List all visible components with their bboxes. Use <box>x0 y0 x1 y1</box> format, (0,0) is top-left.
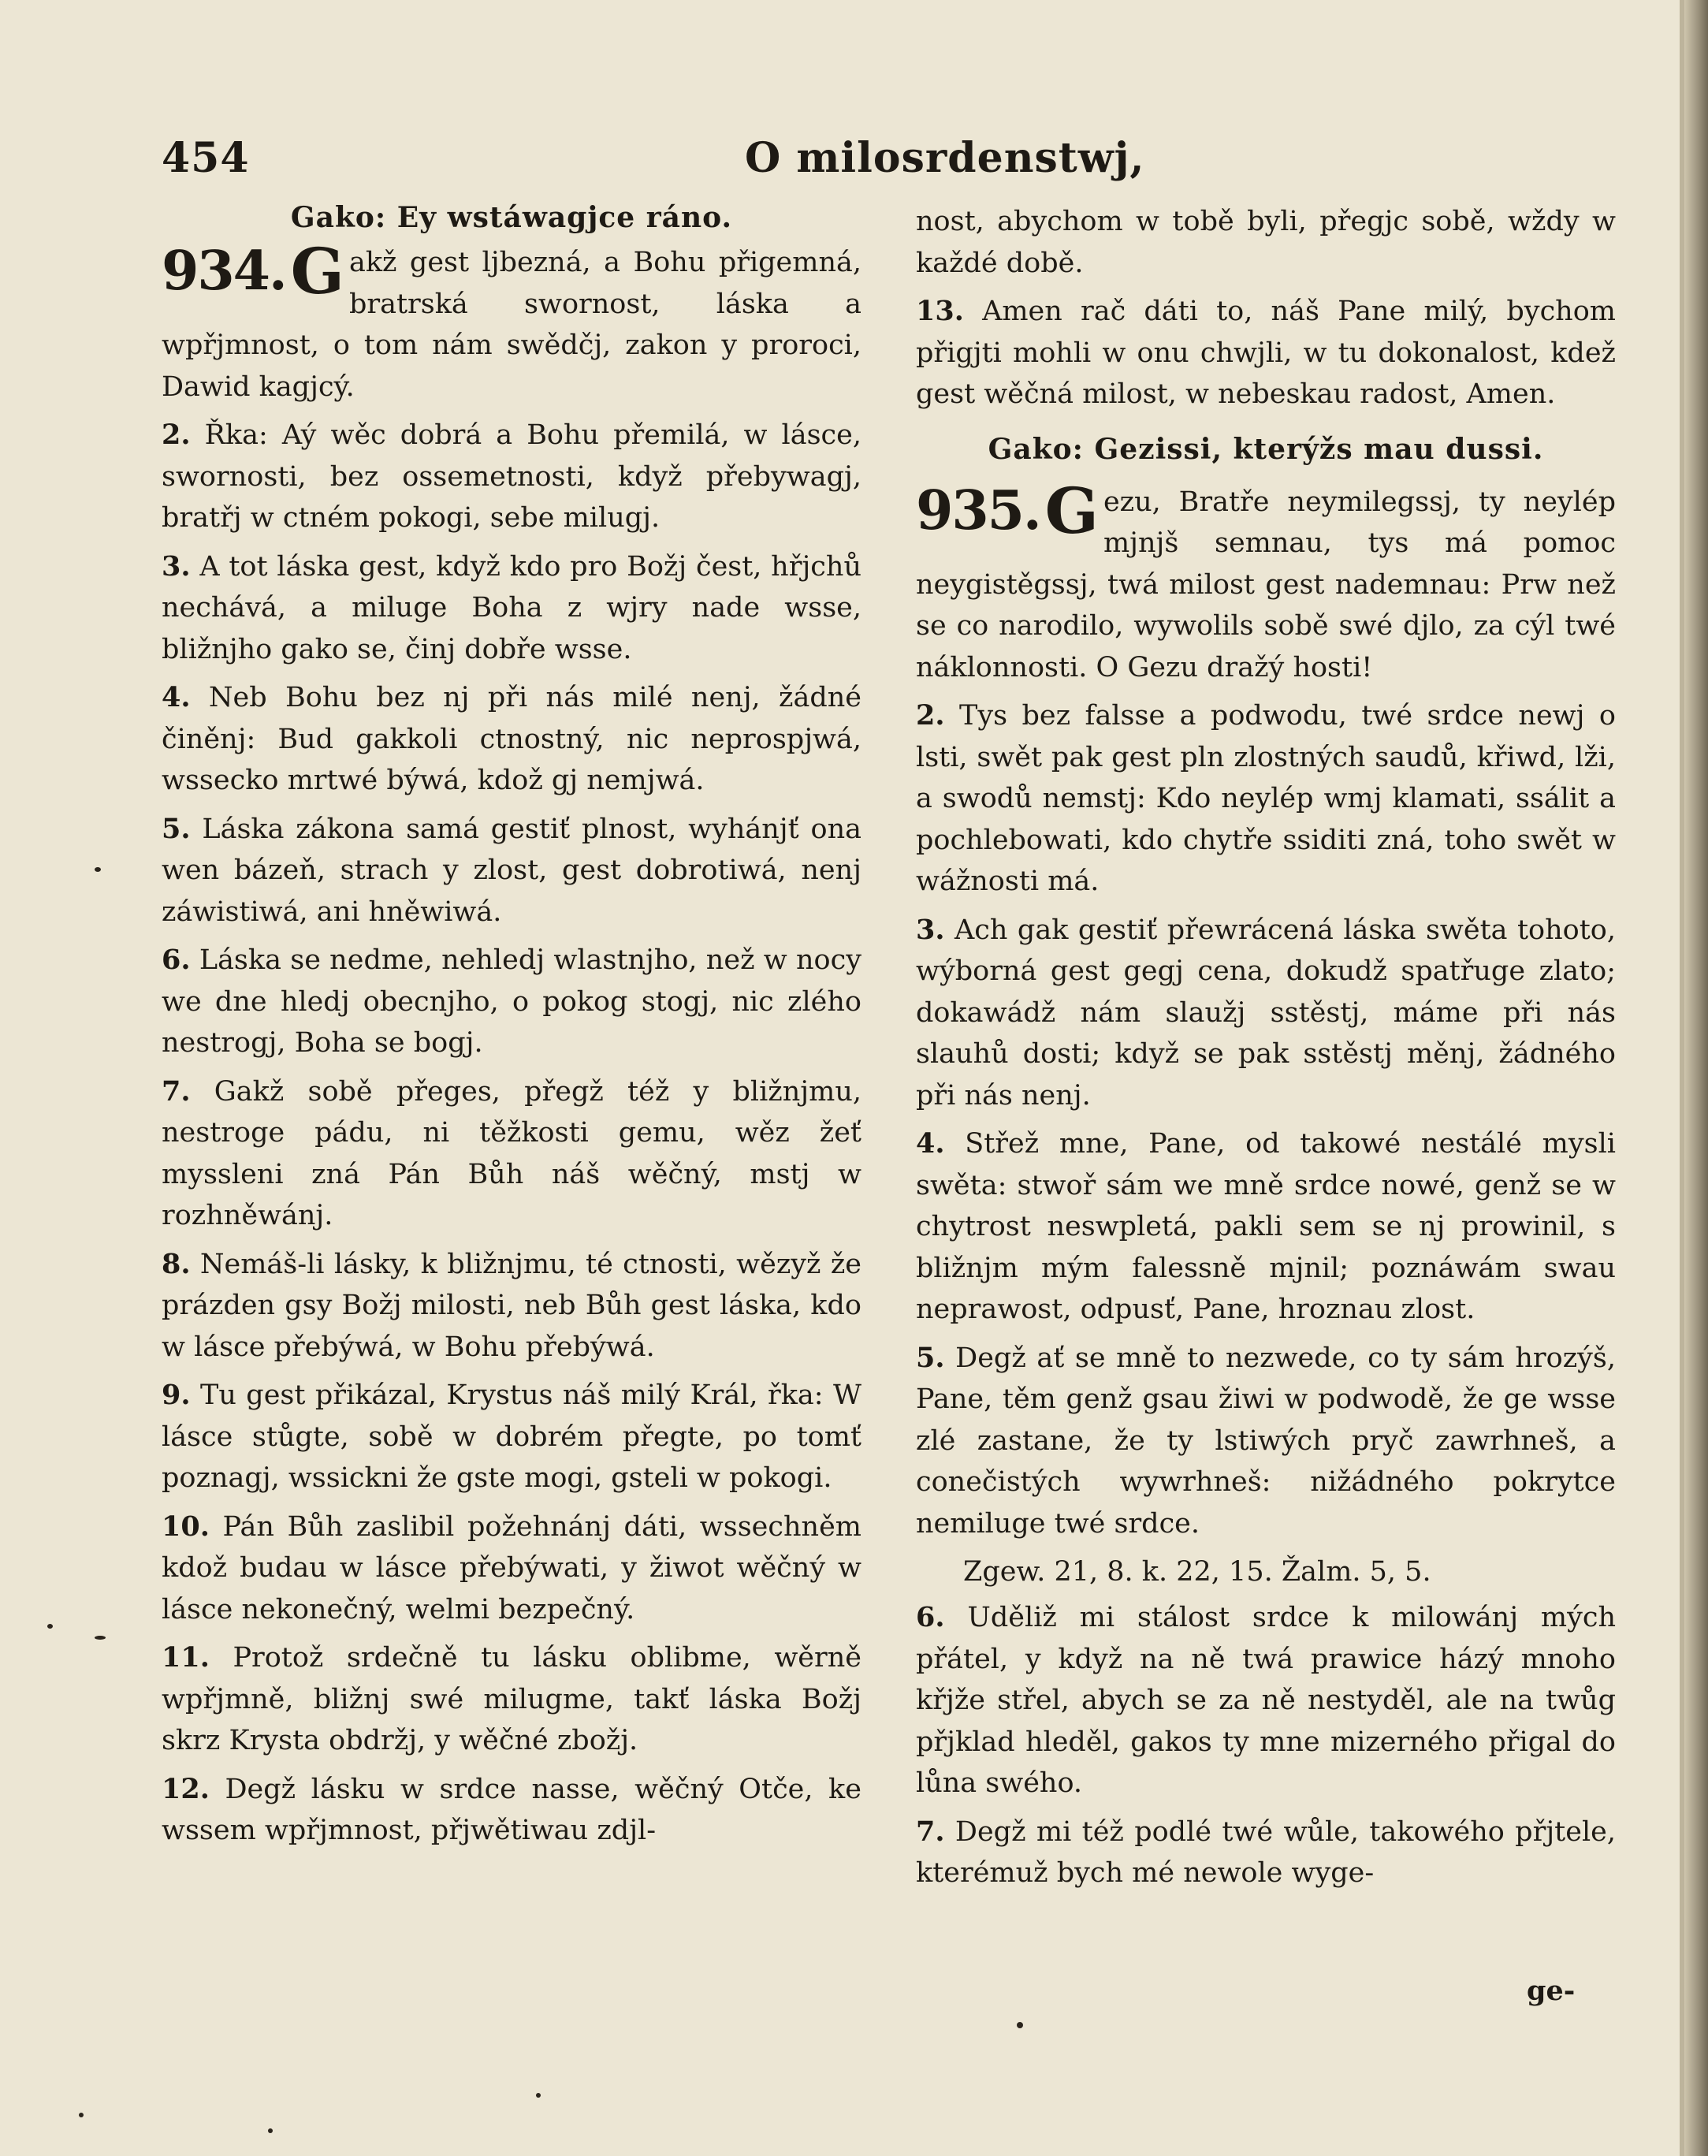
verse-continuation: nost, abychom w tobě byli, přegjc sobě, wždy w každé době. <box>916 206 1616 279</box>
verse-number: 10. <box>162 1510 210 1543</box>
verse-text: Degž ať se mně to nezwede, co ty sám hrozýš, Pane, těm genž gsau žiwi w podwodě, že ge wsse zlé zastane, že ty lstiwých pryč zawrhneš, a conečistých wywrhneš: nižádného pokrytce nemiluge twé srdce. <box>916 1342 1616 1540</box>
verse-number: 13. <box>916 295 964 327</box>
verse-text: Láska zákona samá gestiť plnost, wyhánjť ona wen bázeň, strach y zlost, gest dobrotiwá, nenj záwistiwá, ani hněwiwá. <box>162 813 861 928</box>
paper-speck <box>95 867 101 872</box>
verse-text: Amen rač dáti to, náš Pane milý, bychom přigjti mohli w onu chwjli, w tu dokonalost, kdež gest wěčná milost, w nebeskau radost, Amen. <box>916 296 1616 410</box>
hymn-number: 935. <box>916 478 1040 542</box>
verse-number: 5. <box>916 1341 945 1374</box>
paper-speck <box>268 2128 273 2133</box>
hymn-934 <box>162 234 861 408</box>
verse <box>916 1812 1616 1894</box>
paper-speck <box>536 2093 541 2098</box>
verse-number: 7. <box>916 1815 945 1848</box>
verse-text: Tu gest přikázal, Krystus náš milý Král, řka: W lásce stůgte, sobě w dobrém přegte, po tomť poznagj, wssickni že gste mogi, gsteli w pokogi. <box>162 1380 861 1494</box>
verse-text: Degž lásku w srdce nasse, wěčný Otče, ke wssem wpřjmnost, přjwětiwau zdjl- <box>162 1773 861 1846</box>
verse: akž gest ljbezná, a Bohu přigemná, bratrská swornost, láska a wpřjmnost, o tom nám swědčj, zakon y proroci, Dawid kagjcý. <box>162 247 861 403</box>
verse <box>162 1375 861 1499</box>
verse-number: 8. <box>162 1247 191 1280</box>
verse-number: 5. <box>162 812 191 845</box>
verse: ezu, Bratře neymilegssj, ty neylép mjnjš semnau, tys má pomoc neygistěgssj, twá milost gest nademnau: Prw než se co narodilo, wywolils sobě swé djlo, za cýl twé náklonnosti. O Gezu dražý hosti! <box>916 486 1616 683</box>
verse-text: Řka: Aý wěc dobrá a Bohu přemilá, w lásce, swornosti, bez ossemetnosti, když přebywagj, bratřj w ctném pokogi, sebe milugj. <box>162 419 861 534</box>
verse-number: 2. <box>162 419 191 451</box>
verse-number: 4. <box>162 681 191 713</box>
verse-text: Protož srdečně tu lásku oblibme, wěrně wpřjmně, bližnj swé milugme, takť láska Božj skrz Krysta obdržj, y wěčné zbožj. <box>162 1642 861 1756</box>
verse-text: Degž mi též podlé twé wůle, takowého přjtele, kterémuž bych mé newole wyge- <box>916 1815 1616 1889</box>
verse-text: Pán Bůh zaslibil požehnánj dáti, wssechněm kdož budau w lásce přebýwati, y žiwot wěčný w lásce nekonečný, welmi bezpečný. <box>162 1510 861 1625</box>
verse-text: Gakž sobě přeges, přegž též y bližnjmu, nestroge pádu, ni těžkosti gemu, wěz žeť myssleni zná Pán Bůh náš wěčný, mstj w rozhněwánj. <box>162 1075 861 1231</box>
verse <box>162 1244 861 1368</box>
tune-line: Gako: Ey wstáwagjce ráno. <box>290 201 733 234</box>
verse <box>162 809 861 933</box>
verse-text: Tys bez falsse a podwodu, twé srdce newj o lsti, swět pak gest pln zlostných saudů, křiwd, lži, a swodů nemstj: Kdo neylép wmj klamati, ssálit a pochlebowati, kdo chytře ssiditi zná, toho swět w wážnosti má. <box>916 700 1616 897</box>
paper-speck <box>79 2113 84 2117</box>
verse-text: Ach gak gestiť přewrácená láska swěta tohoto, wýborná gest gegj cena, dokudž spatřuge zlato; dokawádž nám slaužj sstěstj, máme při nás slauhů dosti; když se pak sstěstj měnj, žádného při nás nenj. <box>916 914 1616 1112</box>
verse-number: 11. <box>162 1641 210 1674</box>
verse-number: 4. <box>916 1127 945 1160</box>
verse <box>162 1071 861 1237</box>
verse <box>916 695 1616 903</box>
paper-speck <box>47 1624 53 1629</box>
verse <box>916 1123 1616 1331</box>
verse-number: 3. <box>916 913 945 946</box>
drop-cap: G <box>1044 473 1099 548</box>
page-header <box>162 134 1620 197</box>
tune-line: Gako: Gezissi, kterýžs mau dussi. <box>988 432 1544 466</box>
verse <box>162 1637 861 1762</box>
right-column <box>916 201 1616 1901</box>
verse-text: Nemáš-li lásky, k bližnjmu, té ctnosti, wězyž že prázden gsy Božj milosti, neb Bůh gest láska, kdo w lásce přebýwá, w Bohu přebýwá. <box>162 1248 861 1363</box>
page-number: 454 <box>162 134 250 182</box>
hymn-935 <box>916 473 1616 689</box>
verse-number: 6. <box>162 944 191 976</box>
verse <box>162 677 861 802</box>
verse <box>162 1506 861 1631</box>
verse-text: Uděliž mi stálost srdce k milowánj mých přátel, y když na ně twá prawice házý mnoho křjže střel, abych se za ně nestyděl, ale na twůg přjklad hleděl, gakos ty mne mizerného přigal do lůna swého. <box>916 1602 1616 1799</box>
left-column <box>162 201 861 1859</box>
verse-text: Střež mne, Pane, od takowé nestálé mysli swěta: stwoř sám we mně srdce nowé, genž se w chytrost neswpletá, pakli sem se nj prowinil, s bližnjm mým falessně mjnil; poznáwám swau neprawost, odpusť, Pane, hroznau zlost. <box>916 1128 1616 1325</box>
book-spine <box>1684 0 1708 2156</box>
scripture-reference: Zgew. 21, 8. k. 22, 15. Žalm. 5, 5. <box>963 1556 1431 1588</box>
hymn-number: 934. <box>162 240 286 303</box>
verse-number: 12. <box>162 1772 210 1805</box>
catchword: ge- <box>1527 1975 1576 2007</box>
verse <box>162 415 861 539</box>
verse-text: Neb Bohu bez nj při nás milé nenj, žádné činěnj: Bud gakkoli ctnostný, nic neprospjwá, wssecko mrtwé býwá, kdož gj nemjwá. <box>162 682 861 796</box>
verse <box>162 1769 861 1852</box>
verse-number: 7. <box>162 1074 191 1108</box>
verse-number: 2. <box>916 699 945 732</box>
verse-number: 3. <box>162 549 191 583</box>
verse <box>162 940 861 1064</box>
verse <box>916 910 1616 1117</box>
drop-cap: G <box>290 234 344 308</box>
verse <box>916 1338 1616 1545</box>
verse-text: Láska se nedme, nehledj wlastnjho, než w nocy we dne hledj obecnjho, o pokog stogj, nic zlého nestrogj, Boha se bogj. <box>162 944 861 1059</box>
verse <box>162 546 861 671</box>
verse-number: 6. <box>916 1601 945 1633</box>
verse-text: A tot láska gest, když kdo pro Božj čest, hřjchů nechává, a miluge Boha z wjry nade wsse, bližnjho gako se, činj dobře wsse. <box>162 550 861 665</box>
verse <box>916 1597 1616 1804</box>
running-head: O milosrdenstwj, <box>745 134 1145 182</box>
verse-number: 9. <box>162 1379 191 1411</box>
paper-speck <box>1017 2022 1023 2028</box>
verse <box>916 291 1616 415</box>
paper-speck <box>95 1636 106 1640</box>
